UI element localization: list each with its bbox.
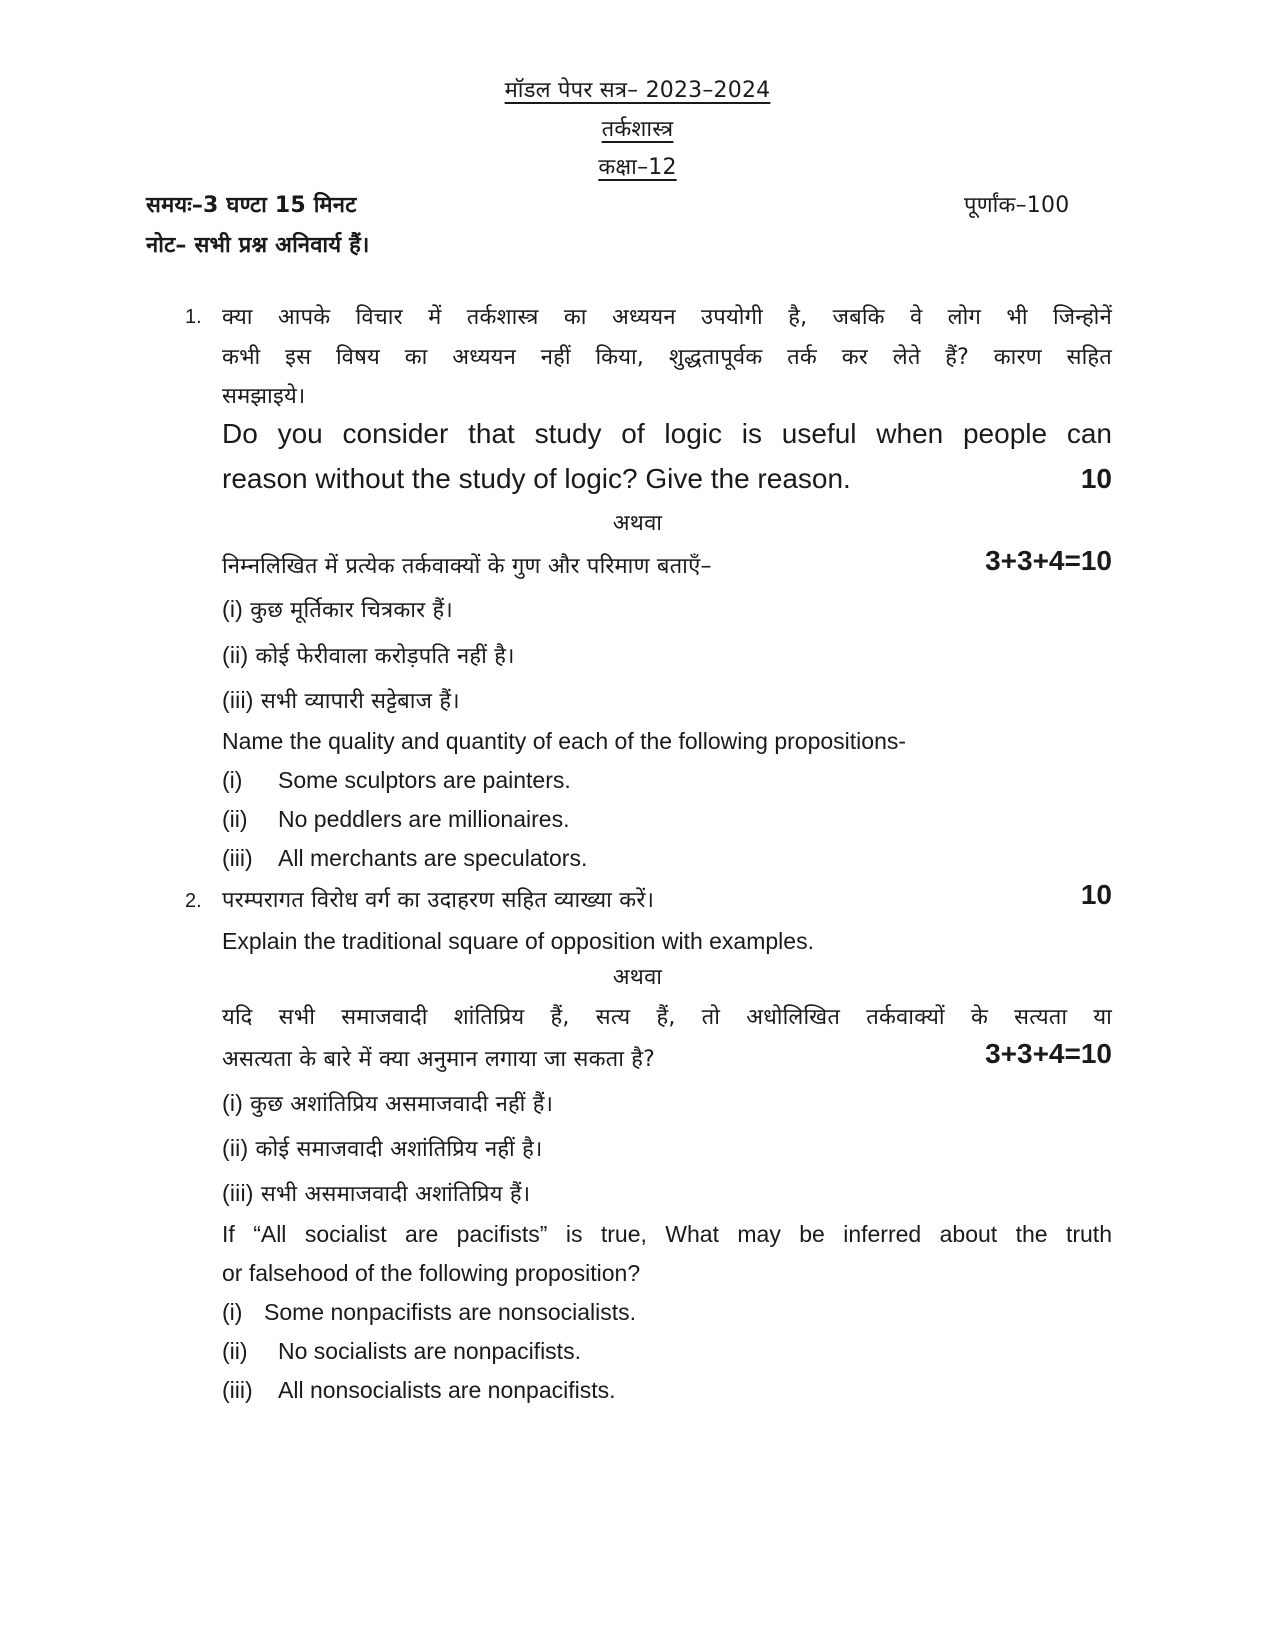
- session-text: मॉडल पेपर सत्र– 2023–2024: [504, 78, 771, 103]
- q2-alt-english-line-1: If “All socialist are pacifists” is true, What may be inferred about the truth: [222, 1221, 1112, 1247]
- q1-alt-english-item-1: [222, 767, 571, 794]
- q1-alt-marks: 3+3+4=10: [985, 545, 1112, 576]
- q2-english: Explain the traditional square of opposition with examples.: [222, 928, 814, 954]
- item-number: (i): [222, 596, 244, 622]
- q1-alt-english-item-3: [222, 845, 587, 872]
- item-number: (ii): [222, 806, 248, 832]
- q2-marks: 10: [1080, 879, 1112, 910]
- item-text: कुछ अशांतिप्रिय असमाजवादी नहीं हैं।: [250, 1092, 554, 1117]
- item-number: (iii): [222, 1377, 253, 1403]
- subject-text: तर्कशास्त्र: [601, 117, 674, 142]
- item-text: सभी असमाजवादी अशांतिप्रिय हैं।: [260, 1182, 531, 1207]
- q2-alt-english-item-2: [222, 1338, 581, 1365]
- class-text: कक्षा–12: [598, 155, 677, 180]
- item-text: कुछ मूर्तिकार चित्रकार हैं।: [250, 598, 453, 623]
- q1-hindi-line-3: समझाइये।: [222, 384, 306, 409]
- q2-alt-english-item-3: [222, 1377, 616, 1404]
- q2-alt-hindi-item-1: [222, 1088, 553, 1118]
- q2-alt-marks: 3+3+4=10: [985, 1038, 1112, 1069]
- q1-or: अथवा: [612, 511, 663, 536]
- item-text: Some sculptors are painters.: [278, 767, 571, 793]
- item-number: (iii): [222, 687, 254, 713]
- item-text: All merchants are speculators.: [278, 845, 588, 871]
- note-label: नोट– सभी प्रश्न अनिवार्य हैं।: [146, 233, 370, 258]
- item-number: (i): [222, 1090, 244, 1116]
- q1-alt-hindi-item-2: [222, 640, 515, 670]
- q1-alt-hindi-item-1: [222, 594, 453, 624]
- item-text: All nonsocialists are nonpacifists.: [278, 1377, 616, 1403]
- item-text: No peddlers are millionaires.: [278, 806, 570, 832]
- max-marks-label: पूर्णांक–100: [964, 193, 1070, 218]
- item-number: (i): [222, 1299, 243, 1325]
- q1-alt-english-instruction: Name the quality and quantity of each of the following propositions-: [222, 728, 907, 754]
- item-text: सभी व्यापारी सट्टेबाज हैं।: [260, 689, 460, 714]
- session-heading: [0, 74, 1275, 104]
- q2-alt-hindi-line-1: यदि सभी समाजवादी शांतिप्रिय हैं, सत्य हैं, तो अधोलिखित तर्कवाक्यों के सत्यता या: [222, 1005, 1112, 1030]
- q2-alt-english-line-2: or falsehood of the following proposition?: [222, 1260, 641, 1286]
- q2-alt-hindi-line-2: असत्यता के बारे में क्या अनुमान लगाया जा सकता है?: [222, 1047, 656, 1072]
- subject-heading: [0, 113, 1275, 143]
- q1-hindi-line-1: क्या आपके विचार में तर्कशास्त्र का अध्ययन उपयोगी है, जबकि वे लोग भी जिन्होनें: [222, 305, 1112, 330]
- q1-english-line-1: Do you consider that study of logic is useful when people can: [222, 418, 1112, 449]
- q1-alt-hindi-item-3: [222, 685, 460, 715]
- class-heading: [0, 151, 1275, 181]
- q2-number: 2.: [185, 890, 202, 912]
- q2-hindi: परम्परागत विरोध वर्ग का उदाहरण सहित व्याख्या करें।: [222, 888, 655, 913]
- q1-alt-english-item-2: [222, 806, 569, 833]
- q1-alt-instruction: निम्नलिखित में प्रत्येक तर्कवाक्यों के गुण और परिमाण बताएँ–: [222, 554, 712, 579]
- item-text: कोई समाजवादी अशांतिप्रिय नहीं है।: [255, 1137, 543, 1162]
- item-number: (i): [222, 767, 243, 793]
- q1-hindi-line-2: कभी इस विषय का अध्ययन नहीं किया, शुद्धतापूर्वक तर्क कर लेते हैं? कारण सहित: [222, 345, 1112, 370]
- item-number: (ii): [222, 1338, 248, 1364]
- q1-english-line-2: reason without the study of logic? Give the reason.: [222, 463, 851, 494]
- item-text: No socialists are nonpacifists.: [278, 1338, 581, 1364]
- item-text: कोई फेरीवाला करोड़पति नहीं है।: [255, 644, 515, 669]
- q1-marks: 10: [1080, 463, 1112, 494]
- item-number: (ii): [222, 1135, 249, 1161]
- item-text: Some nonpacifists are nonsocialists.: [264, 1299, 637, 1325]
- time-label: समयः–3 घण्टा 15 मिनट: [146, 193, 357, 218]
- q2-alt-hindi-item-2: [222, 1133, 543, 1163]
- item-number: (iii): [222, 1180, 254, 1206]
- q2-alt-hindi-item-3: [222, 1178, 530, 1208]
- item-number: (iii): [222, 845, 253, 871]
- q1-number: 1.: [185, 306, 202, 328]
- q2-alt-english-item-1: [222, 1299, 636, 1326]
- q2-or: अथवा: [612, 965, 663, 990]
- item-number: (ii): [222, 642, 249, 668]
